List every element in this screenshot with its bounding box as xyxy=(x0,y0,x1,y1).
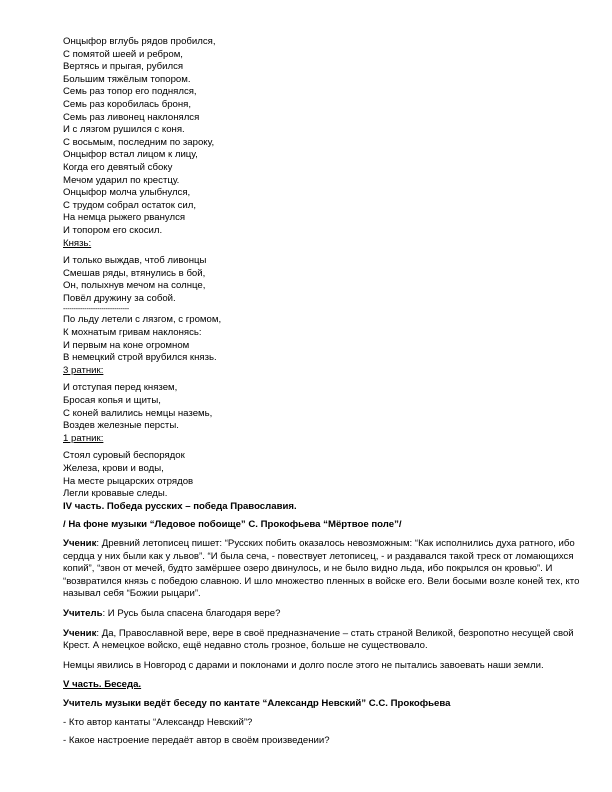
poem-line: Когда его девятый сбоку xyxy=(63,161,173,173)
poem-line: Онцыфор молча улыбнулся, xyxy=(63,187,191,199)
music-note: / На фоне музыки “Ледовое побоище” С. Прокофьева “Мёртвое поле”/ xyxy=(63,519,402,531)
question-1: - Кто автор кантаты “Александр Невский”? xyxy=(63,716,253,728)
section-title-part-5: V часть. Беседа. xyxy=(63,679,142,691)
section-title-part-4: IV часть. Победа русских – победа Православия. xyxy=(63,500,297,512)
speaker-name: Ученик xyxy=(63,627,97,639)
narrative-paragraph: Немцы явились в Новгород с дарами и поклонами и долго после этого не пытались завоевать наши земли. xyxy=(63,659,544,671)
poem-stanza-1 xyxy=(63,36,585,238)
poem-line: Онцыфор встал лицом к лицу, xyxy=(63,149,198,161)
poem-line: Мечом ударил по крестцу. xyxy=(63,174,180,186)
poem-stanza-4 xyxy=(63,382,585,432)
poem-line: Повёл дружину за собой. xyxy=(63,292,176,304)
poem-line: На немца рыжего рванулся xyxy=(63,212,186,224)
poem-line: Семь раз ливонец наклонялся xyxy=(63,111,200,123)
poem-line: В немецкий строй врубился князь. xyxy=(63,352,217,364)
dialogue-text: : Древний летописец пишет: “Русских побить оказалось невозможным: “Как исполнились духа ратного, ибо сердца у них были как у львов”. “И была сеча, - повествует летописец, - и раздавался такой треск от ломающихся копий”, “звон от мечей, будто замёршее озеро двинулось, и не было видно льда, ибо покрылся он кровью”. И “возвратился князь с победою славною. И шло множество пленных в войске его. Вели босыми возле коней тех, кто называл себя “Божии рыцари”. xyxy=(63,537,580,600)
poem-line: К мохнатым гривам наклонясь: xyxy=(63,327,202,339)
poem-line: Стоял суровый беспорядок xyxy=(63,450,185,462)
poem-line: На месте рыцарских отрядов xyxy=(63,475,194,487)
poem-line: Он, полыхнув мечом на солнце, xyxy=(63,280,206,292)
poem-line: И с лязгом рушился с коня. xyxy=(63,124,185,136)
speaker-label-warrior-3: 3 ратник: xyxy=(63,364,104,376)
poem-line: С коней валились немцы наземь, xyxy=(63,407,213,419)
dialogue-paragraph-1 xyxy=(63,538,585,601)
poem-line: И отступая перед князем, xyxy=(63,382,178,394)
poem-line: Большим тяжёлым топором. xyxy=(63,73,191,85)
question-2: - Какое настроение передаёт автор в своём произведении? xyxy=(63,735,330,747)
poem-line: По льду летели с лязгом, с громом, xyxy=(63,314,222,326)
poem-line: Вертясь и прыгая, рубился xyxy=(63,61,184,73)
poem-line: Онцыфор вглубь рядов пробился, xyxy=(63,36,216,47)
poem-line: Железа, крови и воды, xyxy=(63,463,164,474)
poem-line: И топором его скосил. xyxy=(63,224,163,236)
poem-line: Воздев железные персты. xyxy=(63,420,179,432)
poem-line: Семь раз топор его поднялся, xyxy=(63,86,197,98)
poem-line: Легли кровавые следы. xyxy=(63,488,168,500)
speaker-name: Ученик xyxy=(63,537,97,549)
speaker-name: Учитель xyxy=(63,607,103,619)
poem-line: Смешав ряды, втянулись в бой, xyxy=(63,267,206,279)
poem-line: И только выждав, чтоб ливонцы xyxy=(63,255,207,267)
poem-line: Семь раз коробилась броня, xyxy=(63,98,192,110)
dialogue-paragraph-3 xyxy=(63,628,585,653)
poem-line: И первым на коне огромном xyxy=(63,339,190,351)
teacher-heading: Учитель музыки ведёт беседу по кантате “Александр Невский” С.С. Прокофьева xyxy=(63,697,451,709)
dialogue-paragraph-2 xyxy=(63,608,585,621)
poem-stanza-5 xyxy=(63,450,585,500)
speaker-label-warrior-1: 1 ратник: xyxy=(63,432,104,444)
dialogue-text: : И Русь была спасена благодаря вере? xyxy=(102,607,281,619)
poem-line: С восьмым, последним по зароку, xyxy=(63,136,215,148)
dialogue-text: : Да, Православной вере, вере в своё предназначение – стать страной Великой, безропотно несущей свой Крест. А немецкое войско, ещё недавно столь грозное, больше не существовало. xyxy=(63,627,574,652)
poem-line: Бросая копья и щиты, xyxy=(63,395,161,407)
poem-stanza-2 xyxy=(63,255,585,305)
poem-stanza-3 xyxy=(63,314,585,364)
document-page xyxy=(63,36,585,748)
speaker-label-prince: Князь: xyxy=(63,237,92,249)
poem-line: С помятой шеей и ребром, xyxy=(63,48,183,60)
dashed-divider: ------------------------------- xyxy=(63,306,130,314)
poem-line: С трудом собрал остаток сил, xyxy=(63,199,197,211)
